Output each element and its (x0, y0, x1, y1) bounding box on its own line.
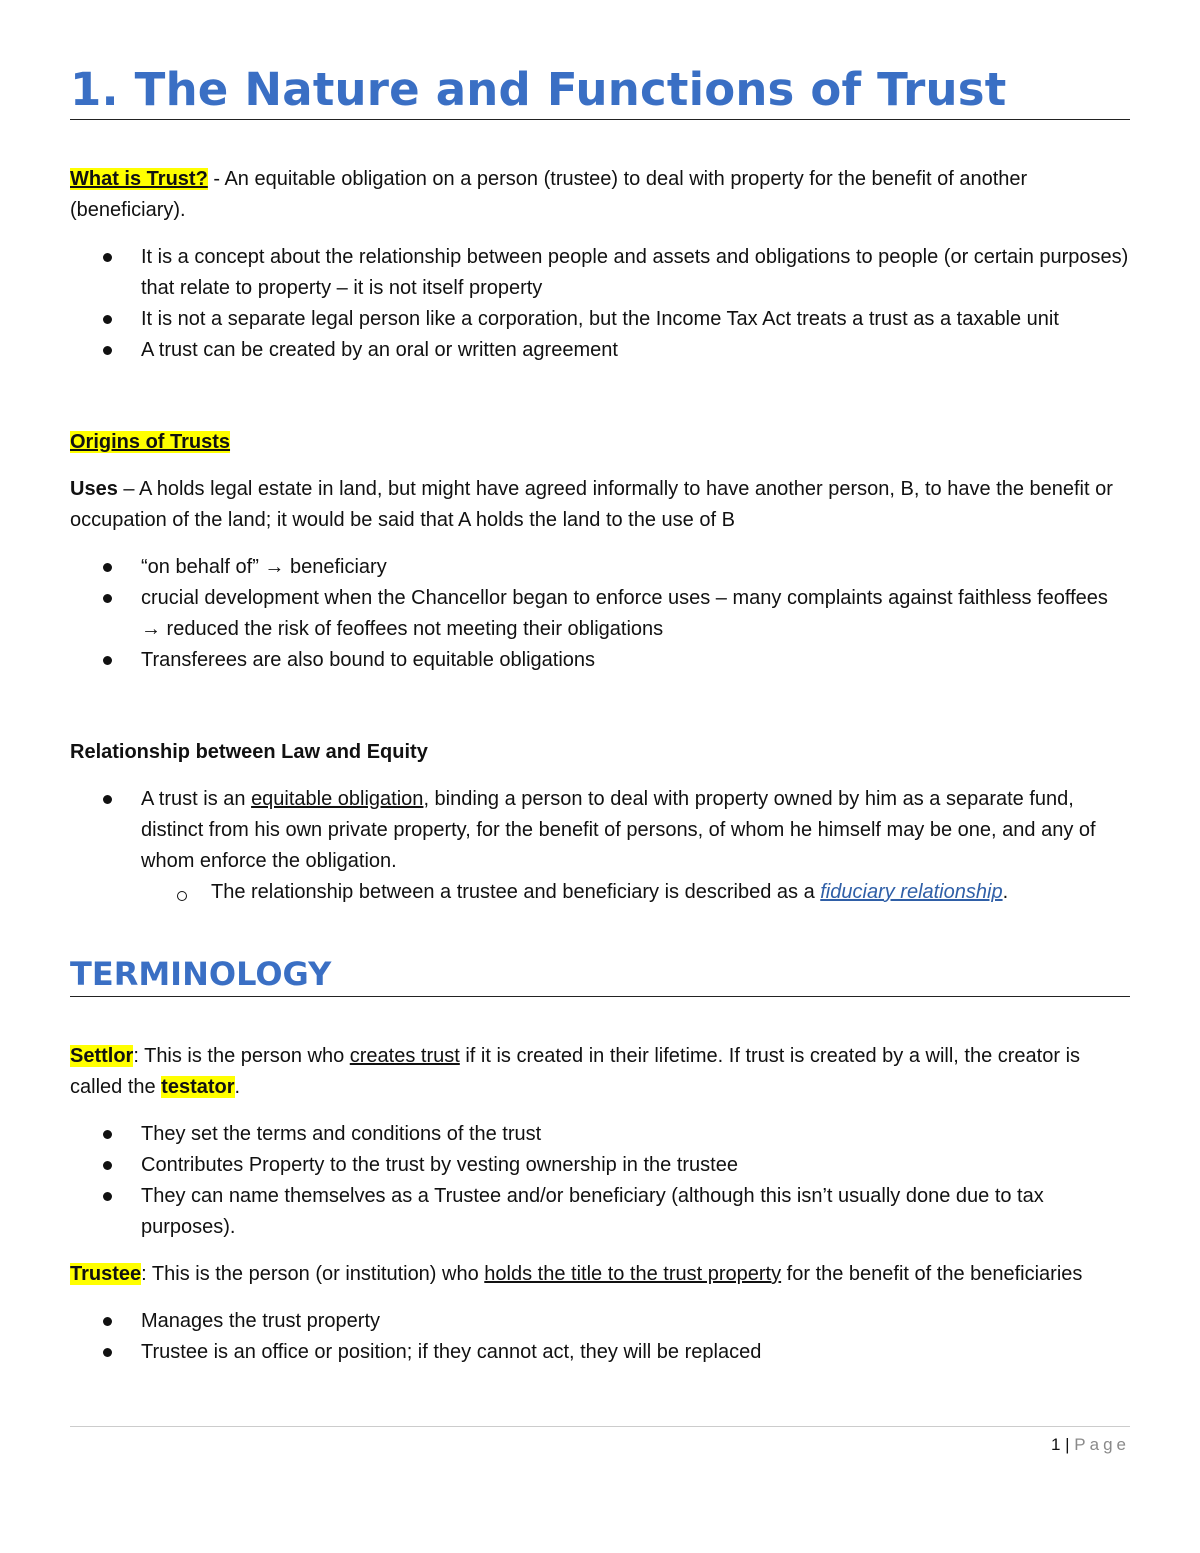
list-item-text: A trust can be created by an oral or written agreement (141, 339, 618, 361)
trustee-text: for the benefit of the beneficiaries (781, 1263, 1083, 1285)
trustee-text: : This is the person (or institution) who (141, 1263, 485, 1285)
list-item-text: beneficiary (284, 556, 387, 578)
settlor-text: if it is created in their lifetime. If trust is created by a will, the creator is called the (70, 1045, 1081, 1098)
bullet-icon (103, 1130, 112, 1139)
list-item (70, 1119, 1130, 1150)
footer-separator: | (1060, 1435, 1075, 1454)
origins-list (70, 552, 1130, 676)
list-item-text: They can name themselves as a Trustee and/or beneficiary (although this isn’t usually done due to tax purposes). (141, 1185, 1044, 1238)
page-label: Page (1074, 1435, 1130, 1454)
page-content (70, 62, 1130, 1368)
bullet-icon (103, 315, 112, 324)
bullet-icon (103, 594, 112, 603)
what-is-trust-label: What is Trust? (70, 168, 208, 190)
list-item (70, 1150, 1130, 1181)
bullet-icon (103, 1161, 112, 1170)
testator-term: testator (161, 1076, 235, 1098)
list-item-text: It is a concept about the relationship between people and assets and obligations to people (or certain purposes) that relate to property – it is not itself property (141, 246, 1129, 299)
bullet-icon (103, 1317, 112, 1326)
list-item-text: Transferees are also bound to equitable obligations (141, 649, 596, 671)
what-is-trust-text: - An equitable obligation on a person (trustee) to deal with property for the benefit of another (beneficiary). (70, 168, 1028, 221)
bullet-icon (103, 1348, 112, 1357)
settlor-text: . (234, 1076, 241, 1098)
arrow-icon: → (141, 618, 161, 640)
page-number: 1 (1050, 1435, 1061, 1454)
list-item-text: “on behalf of” (141, 556, 265, 578)
bullet-icon (103, 795, 112, 804)
bullet-icon (103, 1192, 112, 1201)
settlor-paragraph (70, 1041, 1130, 1103)
list-item (70, 552, 1130, 583)
list-item (70, 1337, 1130, 1368)
list-item-text: Manages the trust property (141, 1310, 381, 1332)
settlor-list (70, 1119, 1130, 1243)
list-item-text: . (1002, 881, 1009, 903)
relationship-heading: Relationship between Law and Equity (70, 741, 428, 763)
list-item (70, 583, 1130, 645)
trustee-list (70, 1306, 1130, 1368)
uses-label: Uses (70, 478, 118, 500)
list-item-text: Contributes Property to the trust by vesting ownership in the trustee (141, 1154, 738, 1176)
page-title: 1. The Nature and Functions of Trust (70, 62, 1130, 120)
origins-heading-paragraph (70, 427, 1130, 458)
list-item (70, 335, 1130, 366)
trustee-label: Trustee (70, 1263, 142, 1285)
list-item (70, 784, 1130, 877)
bullet-icon (103, 253, 112, 262)
list-item-text: The relationship between a trustee and beneficiary is described as a (211, 881, 821, 903)
uses-text: – A holds legal estate in land, but might have agreed informally to have another person, B, to have the benefit or occupation of the land; it would be said that A holds the land to the use of B (70, 478, 1113, 531)
terminology-heading: TERMINOLOGY (70, 952, 1130, 997)
list-item-text: crucial development when the Chancellor began to enforce uses – many complaints against faithless feoffees (141, 587, 1108, 609)
list-item (70, 242, 1130, 304)
equitable-obligation-term: equitable obligation (251, 788, 424, 810)
fiduciary-relationship-link[interactable]: fiduciary relationship (820, 881, 1003, 903)
list-item-text: reduced the risk of feoffees not meeting their obligations (161, 618, 664, 640)
list-item-text: A trust is an (141, 788, 252, 810)
what-is-trust-paragraph (70, 164, 1130, 226)
list-item-text: It is not a separate legal person like a corporation, but the Income Tax Act treats a trust as a taxable unit (141, 308, 1059, 330)
sub-list-item (70, 877, 1130, 908)
arrow-icon: → (264, 556, 285, 578)
bullet-icon (103, 656, 112, 665)
list-item-text: They set the terms and conditions of the trust (141, 1123, 542, 1145)
list-item-text: , binding a person to deal with property owned by him as a separate fund, distinct from his own private property, for the benefit of persons, of whom he himself may be one, and any of whom enforce the obligation. (141, 788, 1096, 872)
bullet-icon (103, 346, 112, 355)
list-item-text: Trustee is an office or position; if they cannot act, they will be replaced (141, 1341, 762, 1363)
hollow-bullet-icon (177, 891, 187, 901)
creates-trust-term: creates trust (349, 1045, 460, 1067)
list-item (70, 304, 1130, 335)
holds-title-term: holds the title to the trust property (484, 1263, 782, 1285)
list-item (70, 1181, 1130, 1243)
bullet-icon (103, 563, 112, 572)
page-footer (70, 1426, 1130, 1455)
list-item (70, 1306, 1130, 1337)
origins-heading: Origins of Trusts (70, 431, 231, 453)
list-item (70, 645, 1130, 676)
settlor-label: Settlor (70, 1045, 134, 1067)
uses-paragraph (70, 474, 1130, 536)
what-is-trust-list (70, 242, 1130, 366)
settlor-text: : This is the person who (133, 1045, 350, 1067)
trustee-paragraph (70, 1259, 1130, 1290)
relationship-list (70, 784, 1130, 908)
